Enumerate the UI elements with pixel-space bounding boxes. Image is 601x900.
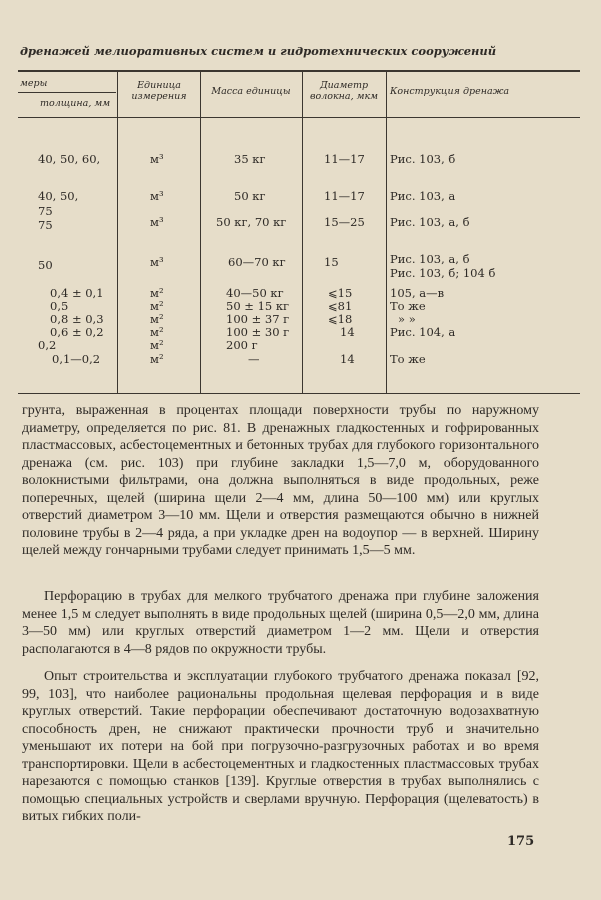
table-bottom-rule xyxy=(18,393,580,394)
cell-construction: То же xyxy=(390,352,426,366)
page-number: 175 xyxy=(507,834,535,849)
cell-thickness: 40, 50, xyxy=(38,189,79,203)
cell-thickness: 50 xyxy=(38,258,53,272)
cell-diameter: 14 xyxy=(340,352,355,366)
table-divider xyxy=(200,71,201,393)
paragraph: Перфорацию в трубах для мелкого трубчатого дренажа при глубине заложения менее 1,5 м следует выполнять в виде продольных щелей (ширина 0,5—2,0 мм, длина 3—50 мм) или круглых отверстий диаметром 1—2 мм. Щели и отверстия располагаются в 4—8 рядов по окружности трубы. xyxy=(22,589,539,657)
cell-unit: м² xyxy=(150,299,164,313)
cell-thickness: 0,1—0,2 xyxy=(52,352,101,366)
cell-diameter: 11—17 xyxy=(324,152,365,166)
table-divider xyxy=(302,71,303,393)
cell-mass: 50 ± 15 кг xyxy=(226,299,290,313)
cell-unit: м³ xyxy=(150,152,164,166)
cell-diameter: 11—17 xyxy=(324,189,365,203)
cell-unit: м² xyxy=(150,312,164,326)
cell-unit: м² xyxy=(150,325,164,339)
header-diameter: Диаметр волокна, мкм xyxy=(309,80,379,102)
cell-unit: м³ xyxy=(150,189,164,203)
cell-unit: м² xyxy=(150,338,164,352)
cell-thickness: 0,5 xyxy=(50,299,69,313)
cell-unit: м² xyxy=(150,352,164,366)
table-divider xyxy=(117,71,118,393)
cell-mass: 50 кг xyxy=(234,189,266,203)
cell-construction: Рис. 104, а xyxy=(390,325,456,339)
cell-mass: 35 кг xyxy=(234,152,266,166)
table-divider xyxy=(386,71,387,393)
table-header-rule xyxy=(18,117,580,118)
cell-mass: 100 ± 30 г xyxy=(226,325,290,339)
cell-mass: 50 кг, 70 кг xyxy=(216,215,287,229)
cell-diameter: ⩽18 xyxy=(328,312,353,326)
cell-construction: » » xyxy=(398,312,416,326)
cell-unit: м² xyxy=(150,286,164,300)
header-col1-top: меры xyxy=(20,78,48,89)
header-construction: Конструкция дренажа xyxy=(390,86,510,97)
cell-mass: — xyxy=(248,352,260,366)
cell-diameter: ⩽15 xyxy=(328,286,353,300)
cell-thickness: 0,6 ± 0,2 xyxy=(50,325,104,339)
cell-unit: м³ xyxy=(150,215,164,229)
cell-construction: Рис. 103, а xyxy=(390,189,456,203)
cell-diameter: ⩽81 xyxy=(328,299,353,313)
cell-thickness: 40, 50, 60, xyxy=(38,152,101,166)
cell-diameter: 14 xyxy=(340,325,355,339)
cell-construction: Рис. 103, б xyxy=(390,152,456,166)
paragraph: грунта, выраженная в процентах площади поверхности трубы по наружному диаметру, определяется по рис. 81. В дренажных гладкостенных и гофрированных пластмассовых, асбестоцементных и бетонных трубах для глубокого горизонтального дренажа (см. рис. 103) при глубине закладки 1,5—7,0 м, оборудованного волокнистыми фильтрами, она должна выполняться в виде продольных, реже поперечных, щелей (ширина щели 2—4 мм, длина 50—100 мм) или круглых отверстий диаметром 3—10 мм. Щели и отверстия размещаются обычно в нижней половине трубы в 2—4 ряда, а при укладке дрен на водоупор — в верхней. Ширину щелей между гончарными трубами следует принимать 1,5—5 мм. xyxy=(22,403,539,558)
cell-thickness: 75 xyxy=(38,204,53,218)
cell-thickness: 75 xyxy=(38,218,53,232)
cell-construction: 105, а—в xyxy=(390,286,445,300)
cell-mass: 100 ± 37 г xyxy=(226,312,290,326)
cell-construction: Рис. 103, а, б xyxy=(390,215,470,229)
header-mass: Масса единицы xyxy=(211,86,291,97)
header-thickness: толщина, мм xyxy=(40,98,111,109)
cell-construction: То же xyxy=(390,299,426,313)
paragraph: Опыт строительства и эксплуатации глубокого трубчатого дренажа показал [92, 99, 103], что наиболее рациональны продольная щелевая перфорация и в виде круглых отверстий. Такие перфорации обеспечивают достаточную водозахватную способность дрен, не снижают практически прочности труб и значительно уменьшают их потери на бой при погрузочно-разгрузочных работах и во время транспортировки. Щели в асбестоцементных и гладкостенных пластмассовых трубах нарезаются с помощью станков [139]. Круглые отверстия в трубах выполнялись с помощью специальных устройств и сверлами вручную. Перфорация (щелеватость) в витых гибких поли- xyxy=(22,669,539,824)
cell-diameter: 15—25 xyxy=(324,215,365,229)
header-unit: Единица измерения xyxy=(131,80,187,102)
cell-unit: м³ xyxy=(150,255,164,269)
cell-construction: Рис. 103, б; 104 б xyxy=(390,266,496,280)
cell-thickness: 0,8 ± 0,3 xyxy=(50,312,104,326)
cell-thickness: 0,4 ± 0,1 xyxy=(50,286,104,300)
cell-diameter: 15 xyxy=(324,255,339,269)
cell-mass: 200 г xyxy=(226,338,258,352)
cell-mass: 60—70 кг xyxy=(228,255,286,269)
running-header: дренажей мелиоративных систем и гидротехнических сооружений xyxy=(20,44,497,58)
table-top-rule xyxy=(18,70,580,72)
cell-construction: Рис. 103, а, б xyxy=(390,252,470,266)
cell-mass: 40—50 кг xyxy=(226,286,284,300)
cell-thickness: 0,2 xyxy=(38,338,57,352)
col1-header-split xyxy=(18,92,116,93)
